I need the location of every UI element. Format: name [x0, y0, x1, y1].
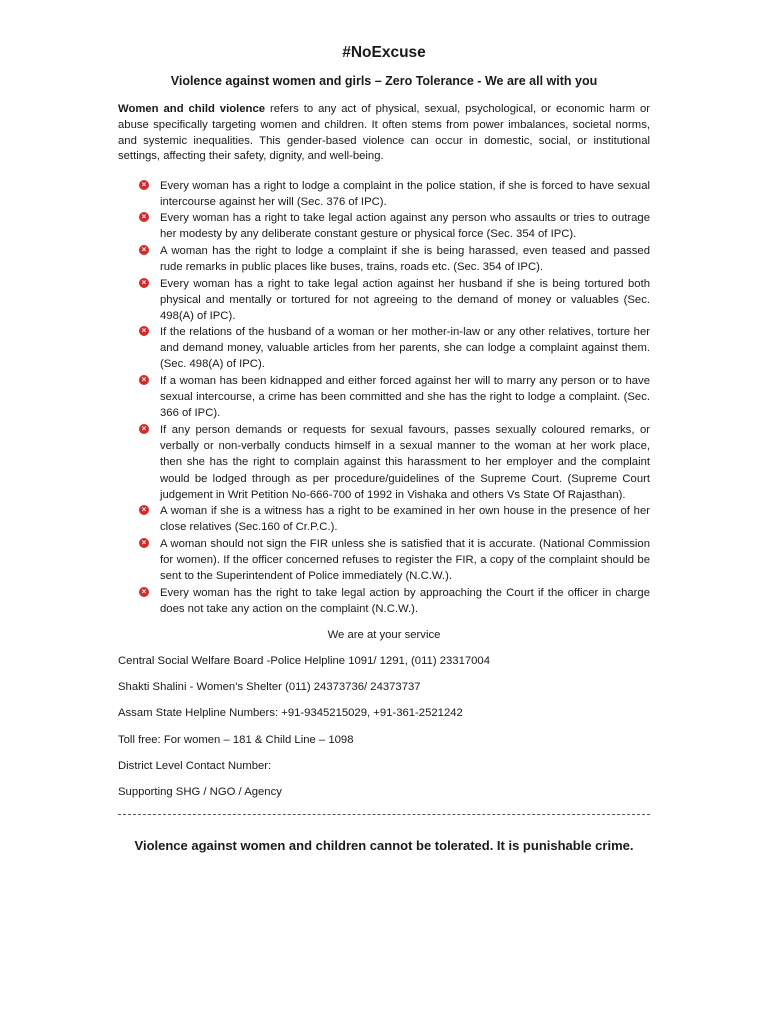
red-circle-x-icon: × — [139, 212, 149, 222]
rights-list-item — [141, 503, 650, 535]
red-circle-x-icon: × — [139, 245, 149, 255]
red-circle-x-icon: × — [139, 326, 149, 336]
rights-list-item — [141, 178, 650, 210]
rights-item-text: If a woman has been kidnapped and either forced against her will to marry any person or to have sexual intercourse, a crime has been committed and she has the right to lodge a complaint. (Sec. 366 of IPC). — [160, 375, 650, 420]
contact-line: District Level Contact Number: — [118, 760, 272, 772]
rights-list-item — [141, 422, 650, 503]
red-circle-x-icon: × — [139, 538, 149, 548]
red-circle-x-icon: × — [139, 424, 149, 434]
red-circle-x-icon: × — [139, 278, 149, 288]
rights-item-text: A woman should not sign the FIR unless she is satisfied that it is accurate. (National Commission for women). If the officer concerned refuses to register the FIR, a copy of the complaint should be sent to the Superintendent of Police immediately (N.C.W.). — [160, 538, 650, 583]
contact-line: Toll free: For women – 181 & Child Line – 1098 — [118, 734, 354, 746]
rights-list-item — [141, 536, 650, 585]
rights-item-text: If any person demands or requests for sexual favours, passes sexually coloured remarks, or verbally or non-verbally conducts himself in a sexual manner to the woman at her work place, then she has the right to complain against this harassment to her employer and the complaint would be lodged through as per procedure/guidelines of the Supreme Court. (Supreme Court judgement in Writ Petition No-666-700 of 1992 in Vishaka and others Vs State Of Rajasthan). — [160, 424, 650, 501]
rights-item-text: A woman has the right to lodge a complaint if she is being harassed, even teased and passed rude remarks in public places like buses, trains, roads etc. (Sec. 354 of IPC). — [160, 245, 650, 274]
rights-list-item — [141, 243, 650, 275]
page-subtitle: Violence against women and girls – Zero Tolerance - We are all with you — [170, 74, 598, 88]
service-heading: We are at your service — [327, 629, 441, 641]
rights-item-text: Every woman has a right to take legal action against her husband if she is being tortured both physical and mentally or tortured for not agreeing to the demand of money or valuables (Sec. 498(A) of IPC). — [160, 278, 650, 323]
rights-item-text: Every woman has the right to take legal action by approaching the Court if the officer in charge does not take any action on the complaint (N.C.W.). — [160, 587, 650, 616]
red-circle-x-icon: × — [139, 505, 149, 515]
rights-item-text: A woman if she is a witness has a right to be examined in her own house in the presence of her close relatives (Sec.160 of Cr.P.C.). — [160, 505, 650, 534]
intro-text: refers to any act of physical, sexual, psychological, or economic harm or abuse specifically targeting women and children. It often stems from power imbalances, societal norms, and systemic inequalities. This gender-based violence can occur in domestic, social, or institutional settings, affecting their safety, dignity, and well-being. — [118, 103, 650, 163]
page-title: #NoExcuse — [342, 44, 426, 61]
intro-paragraph — [118, 102, 650, 165]
red-circle-x-icon: × — [139, 180, 149, 190]
rights-item-text: If the relations of the husband of a woman or her mother-in-law or any other relatives, torture her and demand money, valuable articles from her parents, she can lodge a complaint against them. (Sec. 498(A) of IPC). — [160, 326, 650, 371]
rights-list-item — [141, 373, 650, 422]
rights-list-item — [141, 276, 650, 325]
rights-list-item — [141, 324, 650, 373]
contact-line: Assam State Helpline Numbers: +91-9345215029, +91-361-2521242 — [118, 707, 463, 719]
red-circle-x-icon: × — [139, 375, 149, 385]
rights-list-item — [141, 585, 650, 617]
contact-line: Supporting SHG / NGO / Agency — [118, 786, 282, 798]
red-circle-x-icon: × — [139, 587, 149, 597]
contact-line: Shakti Shalini - Women's Shelter (011) 24373736/ 24373737 — [118, 681, 421, 693]
dashed-divider — [118, 814, 650, 815]
closing-statement: Violence against women and children cannot be tolerated. It is punishable crime. — [134, 838, 634, 853]
contact-line: Central Social Welfare Board -Police Helpline 1091/ 1291, (011) 23317004 — [118, 655, 490, 667]
rights-list-item — [141, 210, 650, 242]
rights-item-text: Every woman has a right to take legal action against any person who assaults or tries to outrage her modesty by any deliberate constant gesture or physical force (Sec. 354 of IPC). — [160, 212, 650, 241]
intro-bold-term: Women and child violence — [118, 103, 266, 115]
rights-item-text: Every woman has a right to lodge a complaint in the police station, if she is forced to have sexual intercourse against her will (Sec. 376 of IPC). — [160, 180, 650, 209]
